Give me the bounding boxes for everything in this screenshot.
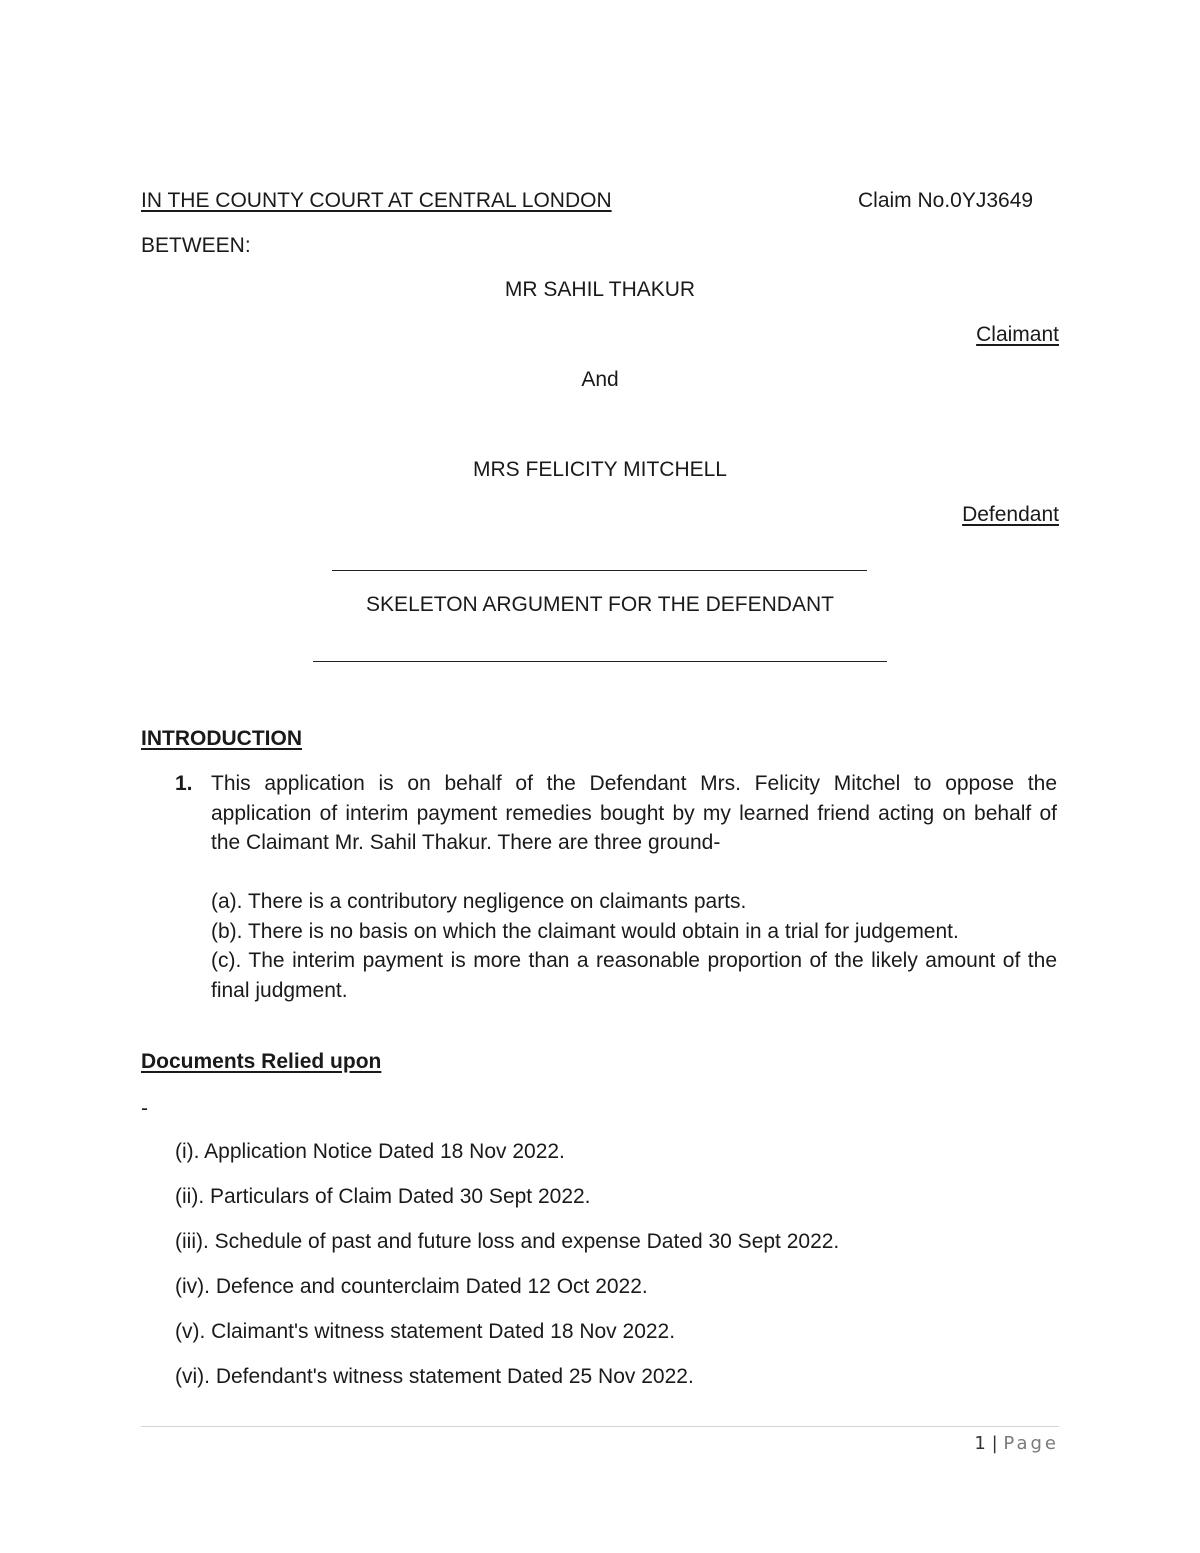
title-rule-top — [332, 570, 867, 571]
court-heading: IN THE COUNTY COURT AT CENTRAL LONDON — [141, 189, 612, 212]
page-footer — [974, 1433, 1059, 1454]
claimant-label: Claimant — [976, 323, 1059, 346]
title-rule-bottom — [313, 661, 887, 662]
defendant-name: MRS FELICITY MITCHELL — [473, 458, 727, 481]
page-label: Page — [1003, 1433, 1059, 1454]
introduction-paragraph: This application is on behalf of the Defendant Mrs. Felicity Mitchel to oppose the application of interim payment remedies bought by my learned friend acting on behalf of the Claimant Mr. Sahil Thakur. There are three ground- — [211, 772, 1057, 854]
footer-divider — [141, 1426, 1059, 1427]
document-item: (ii). Particulars of Claim Dated 30 Sept 2022. — [175, 1185, 591, 1208]
documents-dash: - — [141, 1097, 148, 1120]
claimant-name: MR SAHIL THAKUR — [504, 278, 696, 301]
ground-c: (c). The interim payment is more than a reasonable proportion of the likely amount of the final judgment. — [211, 949, 1057, 1002]
document-item: (i). Application Notice Dated 18 Nov 2022. — [175, 1140, 565, 1163]
ground-b: (b). There is no basis on which the claimant would obtain in a trial for judgement. — [211, 919, 959, 943]
defendant-label: Defendant — [962, 503, 1059, 526]
document-item: (iv). Defence and counterclaim Dated 12 Oct 2022. — [175, 1275, 648, 1298]
document-title: SKELETON ARGUMENT FOR THE DEFENDANT — [366, 593, 834, 616]
documents-heading: Documents Relied upon — [141, 1050, 382, 1073]
document-item: (vi). Defendant's witness statement Dated 25 Nov 2022. — [175, 1365, 694, 1388]
document-item: (iii). Schedule of past and future loss and expense Dated 30 Sept 2022. — [175, 1230, 840, 1253]
ground-a: (a). There is a contributory negligence on claimants parts. — [211, 890, 747, 913]
grounds-list — [211, 887, 1057, 1005]
paragraph-number: 1. — [175, 772, 193, 795]
document-item: (v). Claimant's witness statement Dated 18 Nov 2022. — [175, 1320, 676, 1343]
introduction-heading: INTRODUCTION — [141, 727, 302, 750]
page-separator: | — [991, 1433, 998, 1454]
claim-number: Claim No.0YJ3649 — [858, 189, 1034, 212]
and-label: And — [581, 368, 619, 391]
page-number: 1 — [974, 1433, 986, 1454]
between-label: BETWEEN: — [141, 234, 251, 257]
